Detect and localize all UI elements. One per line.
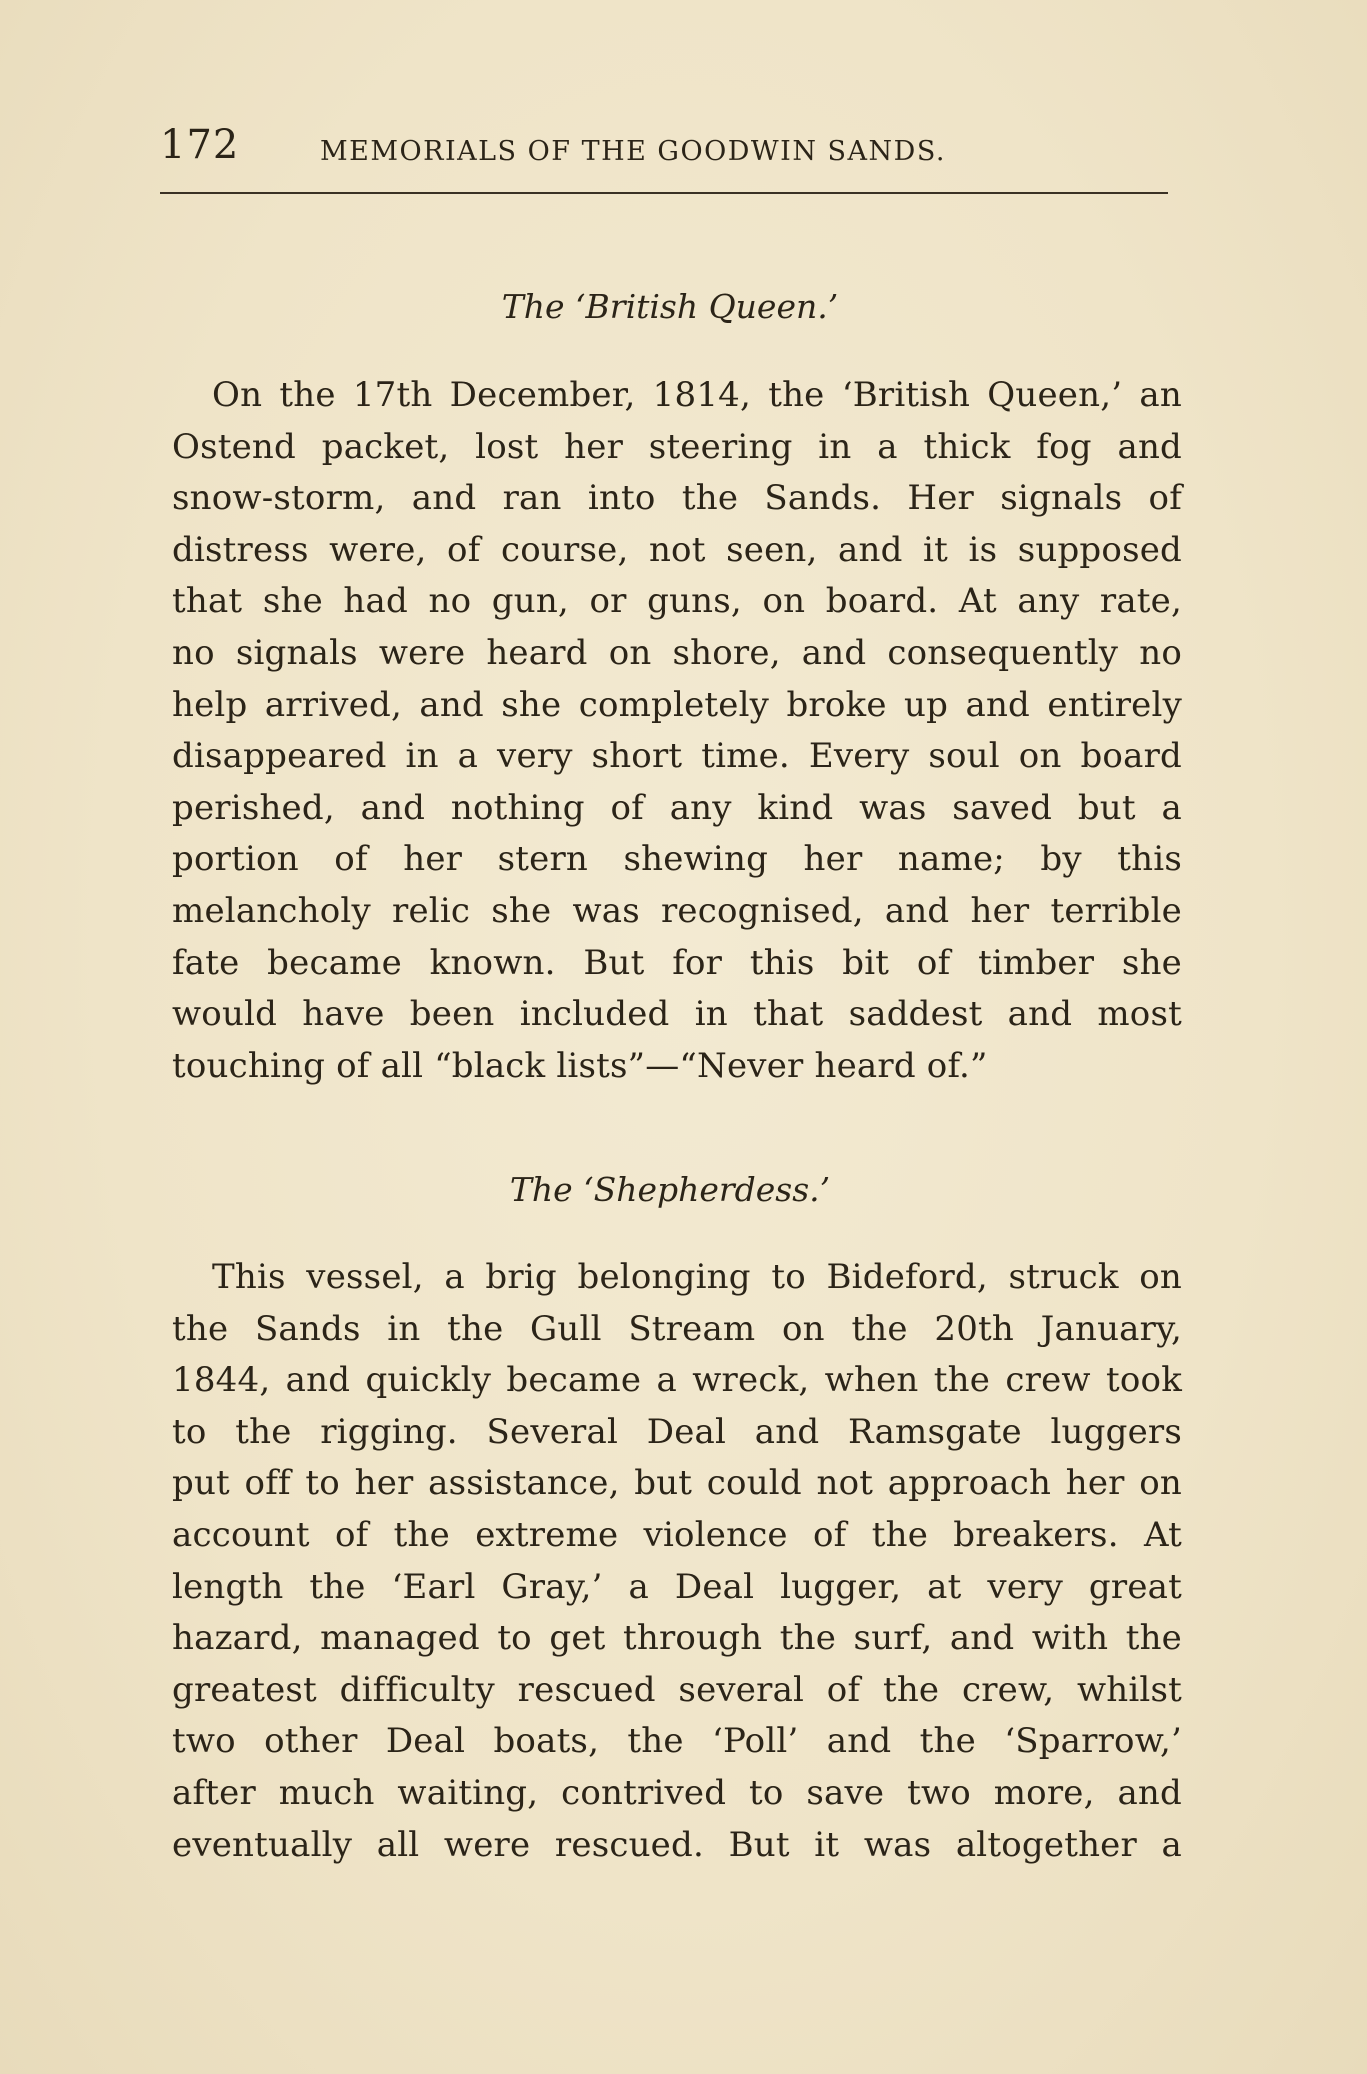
text-line: On the 17th December, 1814, the ‘British Queen,’ an — [212, 375, 1182, 415]
section-heading-shepherdess: The ‘Shepherdess.’ — [509, 1170, 831, 1209]
text-line: would have been included in that saddest and most — [172, 994, 1182, 1035]
text-line: distress were, of course, not seen, and it is supposed — [172, 529, 1182, 570]
text-line: account of the extreme violence of the breakers. At — [172, 1514, 1182, 1555]
text-line: greatest difficulty rescued several of the crew, whilst — [172, 1669, 1182, 1710]
text-line: after much waiting, contrived to save two more, and — [172, 1772, 1182, 1813]
text-line: the Sands in the Gull Stream on the 20th January, — [172, 1308, 1182, 1349]
text-line: snow-storm, and ran into the Sands. Her signals of — [172, 478, 1182, 519]
text-line: fate became known. But for this bit of timber she — [172, 942, 1182, 983]
paragraph-shepherdess — [172, 1252, 1182, 1871]
text-line: help arrived, and she completely broke up and entirely — [172, 684, 1182, 725]
text-line: put off to her assistance, but could not approach her on — [172, 1463, 1182, 1504]
text-line: two other Deal boats, the ‘Poll’ and the ‘Sparrow,’ — [172, 1721, 1182, 1762]
page-number: 172 — [160, 122, 240, 168]
text-line: perished, and nothing of any kind was saved but a — [172, 787, 1182, 828]
text-line: portion of her stern shewing her name; by this — [172, 839, 1182, 880]
text-line: no signals were heard on shore, and consequently no — [172, 632, 1182, 673]
section-heading-british-queen: The ‘British Queen.’ — [501, 287, 839, 326]
paragraph-british-queen — [172, 370, 1182, 1092]
text-line: that she had no gun, or guns, on board. At any rate, — [172, 581, 1182, 622]
running-title: MEMORIALS OF THE GOODWIN SANDS. — [320, 136, 946, 167]
text-line: Ostend packet, lost her steering in a thick fog and — [172, 426, 1182, 467]
text-line: touching of all “black lists”—“Never heard of.” — [172, 1045, 988, 1086]
header-rule — [160, 192, 1168, 194]
text-line: length the ‘Earl Gray,’ a Deal lugger, at very great — [172, 1566, 1182, 1607]
text-line: hazard, managed to get through the surf, and with the — [172, 1618, 1182, 1659]
text-line: eventually all were rescued. But it was altogether a — [172, 1824, 1182, 1865]
text-line: melancholy relic she was recognised, and her terrible — [172, 890, 1182, 931]
text-line: This vessel, a brig belonging to Bideford, struck on — [212, 1257, 1182, 1297]
text-line: to the rigging. Several Deal and Ramsgate luggers — [172, 1411, 1182, 1452]
text-line: 1844, and quickly became a wreck, when the crew took — [172, 1360, 1182, 1401]
text-line: disappeared in a very short time. Every soul on board — [172, 736, 1182, 777]
running-head — [160, 118, 1170, 178]
